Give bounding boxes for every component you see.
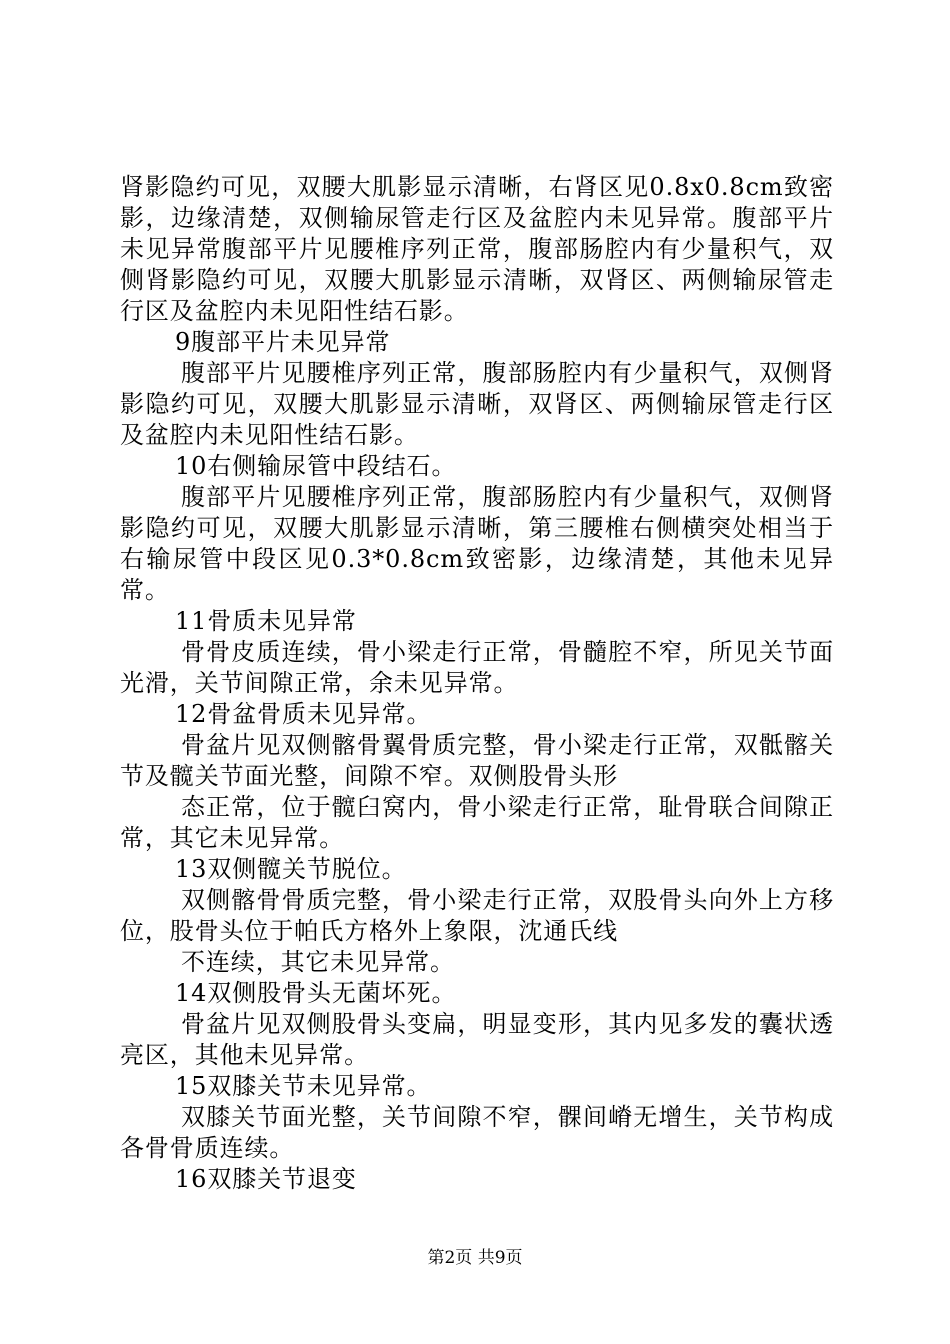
paragraph: 骨盆片见双侧髂骨翼骨质完整，骨小梁走行正常，双骶髂关节及髋关节面光整，间隙不窄。双侧股骨头形 [120,731,834,790]
paragraph: 双膝关节面光整，关节间隙不窄，髁间嵴无增生，关节构成各骨骨质连续。 [120,1103,834,1162]
page-footer: 第2页 共9页 [427,1248,523,1268]
section-heading: 9腹部平片未见异常 [175,328,391,356]
paragraph: 不连续，其它未见异常。 [181,948,455,976]
section-heading: 11骨质未见异常 [175,607,357,635]
paragraph: 骨盆片见双侧股骨头变扁，明显变形，其内见多发的囊状透亮区，其他未见异常。 [120,1010,834,1069]
paragraph: 腹部平片见腰椎序列正常，腹部肠腔内有少量积气，双侧肾影隐约可见，双腰大肌影显示清晰，双肾区、两侧输尿管走行区及盆腔内未见阳性结石影。 [120,359,834,449]
paragraph: 肾影隐约可见，双腰大肌影显示清晰，右肾区见0.8x0.8cm致密影，边缘清楚，双侧输尿管走行区及盆腔内未见异常。腹部平片未见异常腹部平片见腰椎序列正常，腹部肠腔内有少量积气，双侧肾影隐约可见，双腰大肌影显示清晰，双肾区、两侧输尿管走行区及盆腔内未见阳性结石影。 [120,173,834,325]
section-heading: 13双侧髋关节脱位。 [175,855,407,883]
paragraph: 双侧髂骨骨质完整，骨小梁走行正常，双股骨头向外上方移位，股骨头位于帕氏方格外上象限，沈通氏线 [120,886,834,945]
section-heading: 12骨盆骨质未见异常。 [175,700,432,728]
section-heading: 14双侧股骨头无菌坏死。 [175,979,457,1007]
section-heading: 16双膝关节退变 [175,1165,357,1193]
paragraph: 态正常，位于髋臼窝内，骨小梁走行正常，耻骨联合间隙正常，其它未见异常。 [120,793,834,852]
paragraph: 骨骨皮质连续，骨小梁走行正常，骨髓腔不窄，所见关节面光滑，关节间隙正常，余未见异常。 [120,638,834,697]
paragraph: 腹部平片见腰椎序列正常，腹部肠腔内有少量积气，双侧肾影隐约可见，双腰大肌影显示清晰，第三腰椎右侧横突处相当于右输尿管中段区见0.3*0.8cm致密影，边缘清楚，其他未见异常。 [120,483,834,604]
document-body [120,172,834,1195]
section-heading: 15双膝关节未见异常。 [175,1072,432,1100]
section-heading: 10右侧输尿管中段结石。 [175,452,457,480]
